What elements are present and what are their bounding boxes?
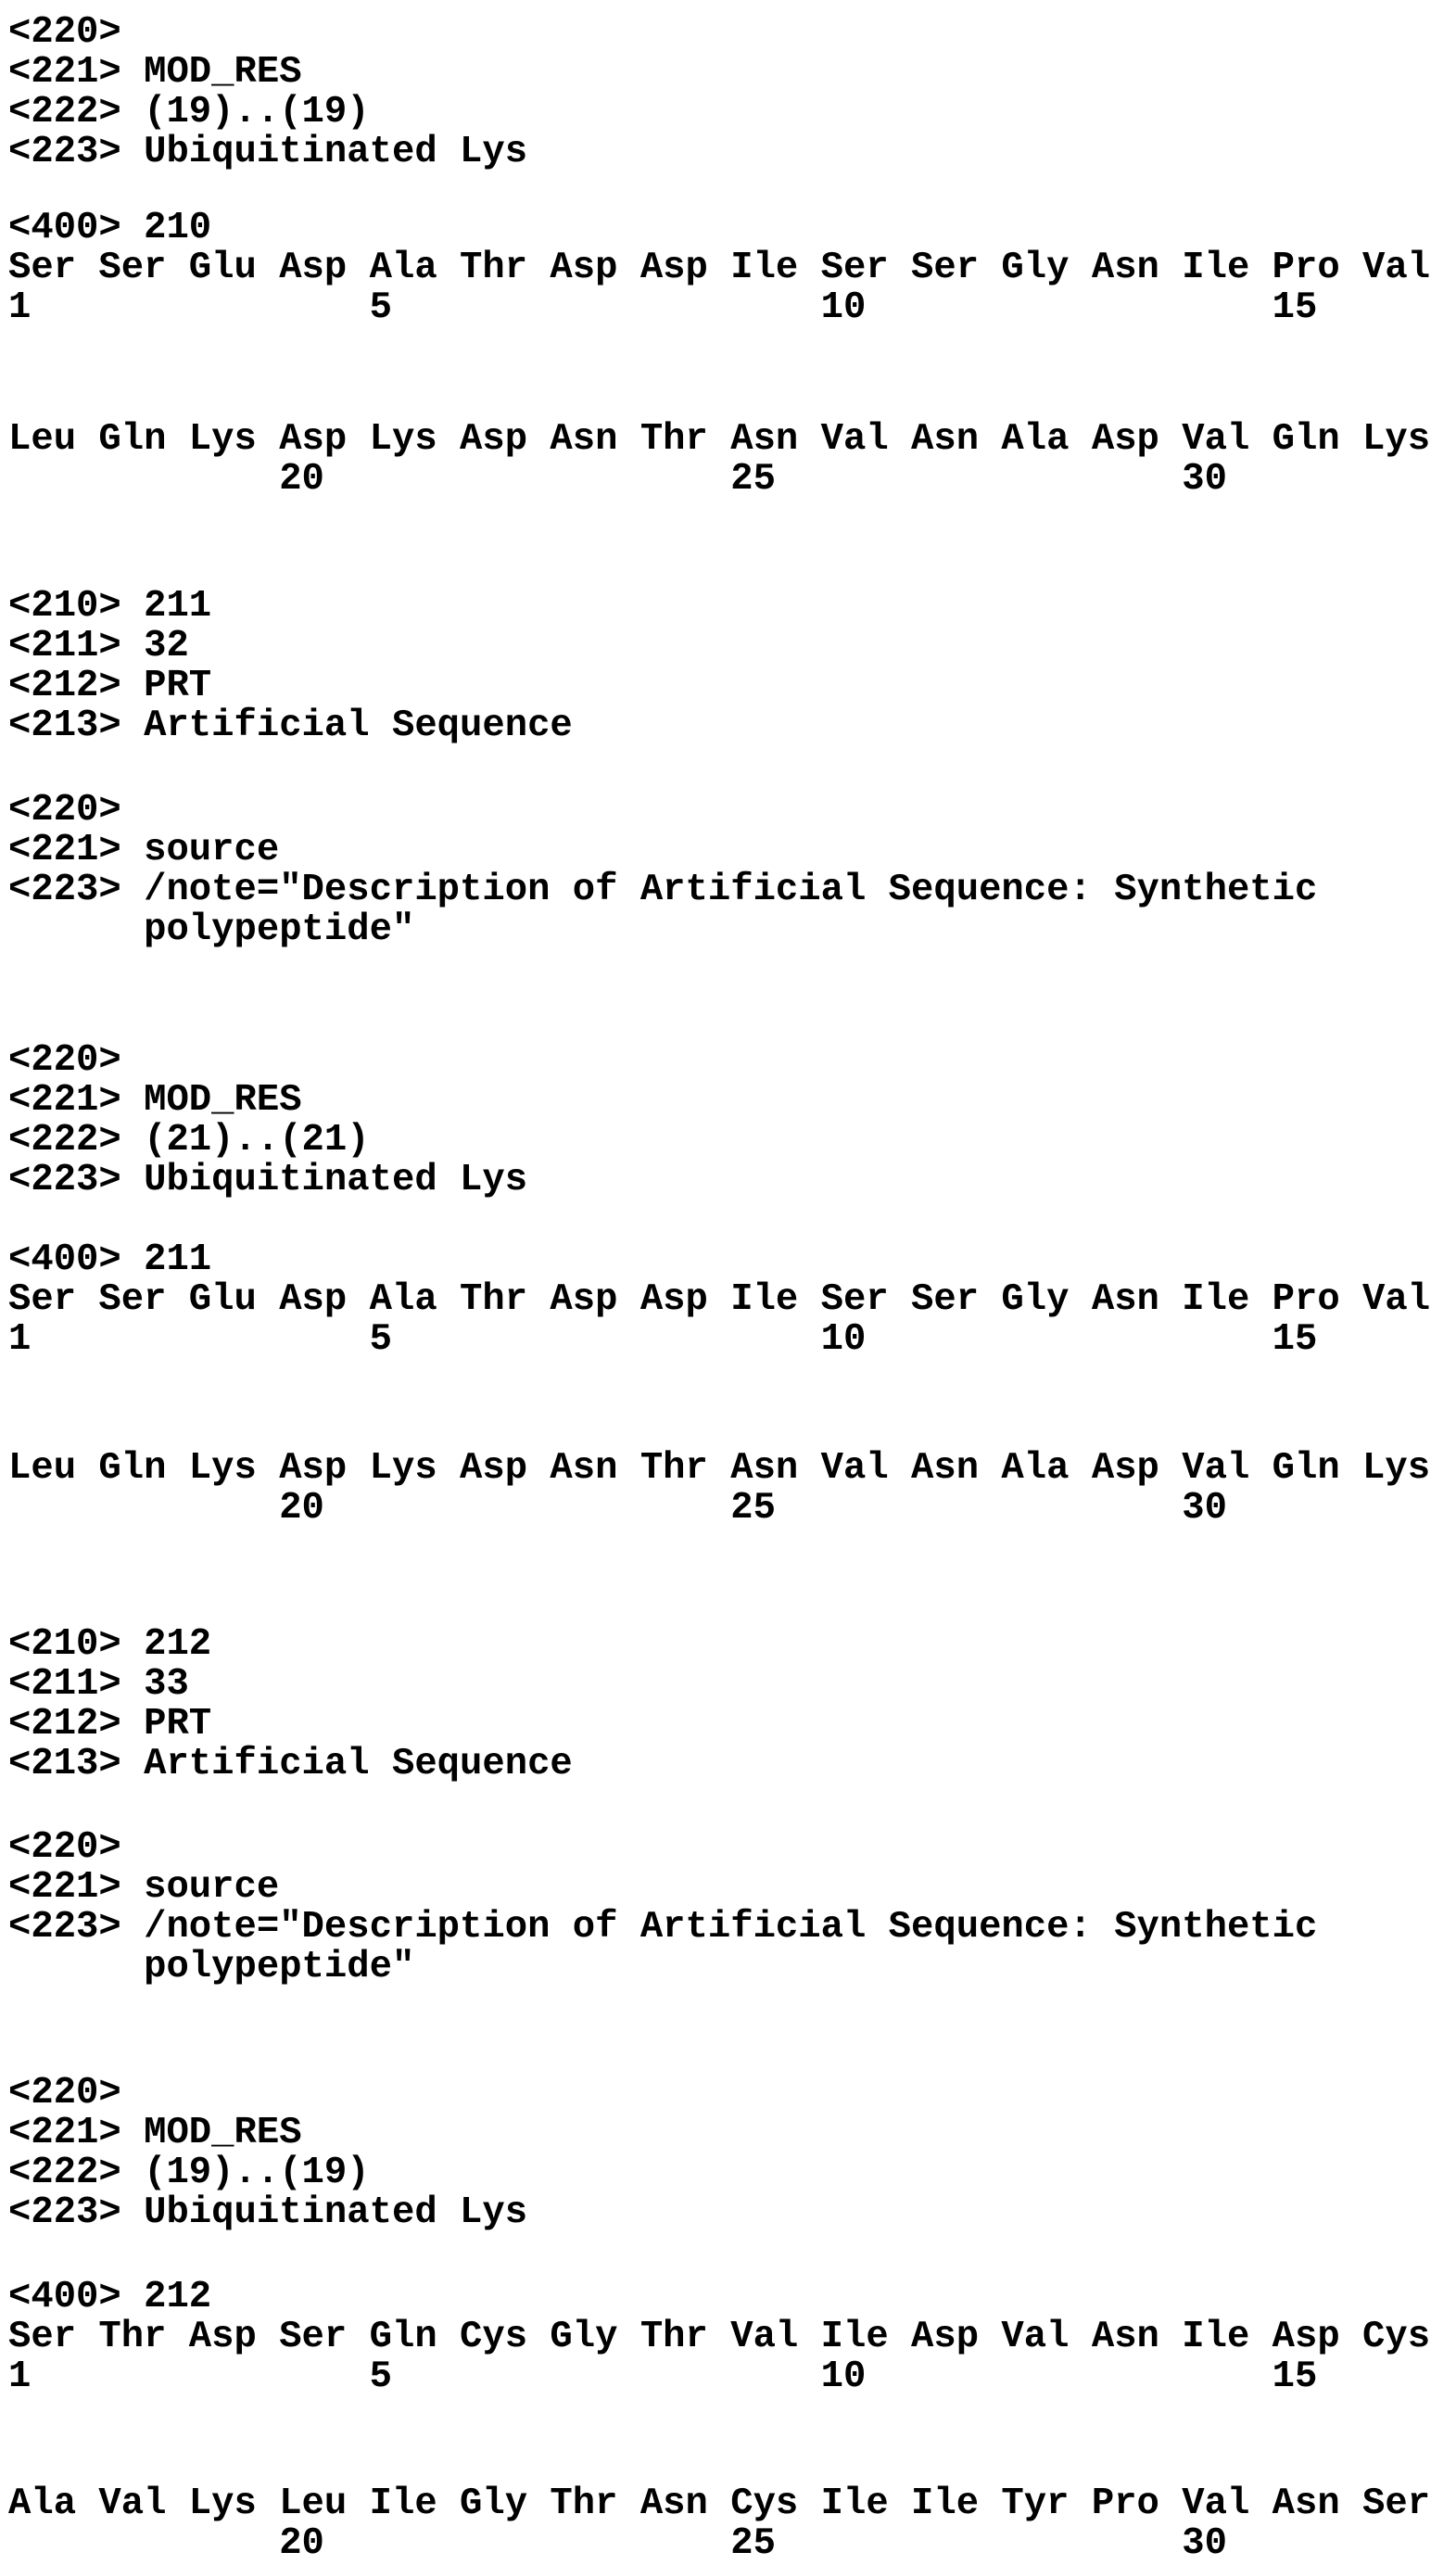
text-line: polypeptide" <box>8 1946 415 1988</box>
text-line: Ser Ser Glu Asp Ala Thr Asp Asp Ile Ser Ser Gly Asn Ile Pro Val <box>8 1278 1431 1321</box>
text-line: <220> <box>8 2072 121 2114</box>
text-line: <220> <box>8 789 121 832</box>
text-line: <213> Artificial Sequence <box>8 705 573 747</box>
text-line: <400> 210 <box>8 207 212 249</box>
text-line: 1 5 10 15 <box>8 2355 1318 2398</box>
seq211-identity-header <box>8 587 573 746</box>
text-line: 1 5 10 15 <box>8 286 1318 329</box>
seq212-sequence-rows-1 <box>8 2278 1430 2397</box>
text-line: <223> Ubiquitinated Lys <box>8 131 528 173</box>
text-line: <220> <box>8 1039 121 1082</box>
seq212-source-feature <box>8 1828 1317 1987</box>
text-line: <221> source <box>8 1866 280 1909</box>
seq212-modres-feature <box>8 2074 527 2233</box>
text-line: <211> 33 <box>8 1663 189 1706</box>
text-line: polypeptide" <box>8 908 415 951</box>
text-line: <210> 211 <box>8 585 212 628</box>
text-line: Ala Val Lys Leu Ile Gly Thr Asn Cys Ile Ile Tyr Pro Val Asn Ser <box>8 2482 1431 2525</box>
seq211-source-feature <box>8 791 1317 950</box>
text-line: <400> 211 <box>8 1238 212 1281</box>
seq210-sequence-rows-1 <box>8 209 1430 328</box>
text-line: Leu Gln Lys Asp Lys Asp Asn Thr Asn Val Asn Ala Asp Val Gln Lys <box>8 418 1431 461</box>
seq211-sequence-rows-2 <box>8 1449 1430 1529</box>
text-line: <221> MOD_RES <box>8 51 302 94</box>
seq210-modres-feature <box>8 13 527 172</box>
text-line: 20 25 30 <box>8 458 1227 501</box>
text-line: 20 25 30 <box>8 1487 1227 1530</box>
text-line: <221> MOD_RES <box>8 1079 302 1122</box>
text-line: <223> Ubiquitinated Lys <box>8 1159 528 1201</box>
text-line: <223> Ubiquitinated Lys <box>8 2191 528 2234</box>
text-line: <221> source <box>8 829 280 871</box>
text-line: Leu Gln Lys Asp Lys Asp Asn Thr Asn Val Asn Ala Asp Val Gln Lys <box>8 1447 1431 1490</box>
text-line: <222> (21)..(21) <box>8 1119 370 1162</box>
text-line: <221> MOD_RES <box>8 2112 302 2154</box>
text-line: <211> 32 <box>8 625 189 667</box>
text-line: <223> /note="Description of Artificial Sequence: Synthetic <box>8 869 1318 911</box>
text-line: Ser Thr Asp Ser Gln Cys Gly Thr Val Ile Asp Val Asn Ile Asp Cys <box>8 2316 1431 2358</box>
text-line: <223> /note="Description of Artificial Sequence: Synthetic <box>8 1906 1318 1949</box>
text-line: <222> (19)..(19) <box>8 91 370 133</box>
text-line: 20 25 30 <box>8 2522 1227 2565</box>
text-line: <220> <box>8 1826 121 1869</box>
text-line: <213> Artificial Sequence <box>8 1743 573 1785</box>
text-line: <212> PRT <box>8 1703 212 1746</box>
text-line: Ser Ser Glu Asp Ala Thr Asp Asp Ile Ser Ser Gly Asn Ile Pro Val <box>8 247 1431 289</box>
text-line: <210> 212 <box>8 1623 212 1666</box>
text-line: <400> 212 <box>8 2276 212 2318</box>
seq211-sequence-rows-1 <box>8 1240 1430 1360</box>
text-line: <220> <box>8 11 121 54</box>
seq211-modres-feature <box>8 1041 527 1200</box>
text-line: <222> (19)..(19) <box>8 2152 370 2194</box>
seq212-identity-header <box>8 1625 573 1784</box>
seq212-sequence-rows-2 <box>8 2484 1430 2564</box>
text-line: 1 5 10 15 <box>8 1318 1318 1361</box>
seq210-sequence-rows-2 <box>8 420 1430 500</box>
text-line: <212> PRT <box>8 665 212 707</box>
